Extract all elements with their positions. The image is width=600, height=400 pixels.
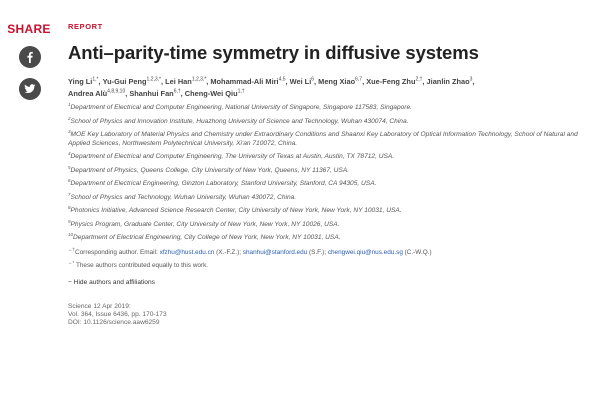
twitter-icon bbox=[24, 83, 36, 95]
journal-name: Science bbox=[68, 302, 92, 310]
equal-contribution-note: ←* These authors contributed equally to this work. bbox=[68, 259, 209, 269]
article-type-label: REPORT bbox=[68, 22, 103, 31]
affiliation-item: $^6$Department of Electrical Engineering, Ginzton Laboratory, Stanford University, Stanford, CA 94305, USA. bbox=[68, 177, 377, 187]
affiliation-item: $^{10}$Department of Electrical Engineering, City College of New York, New York, NY 10031, USA. bbox=[68, 231, 341, 241]
affiliation-list bbox=[68, 101, 592, 243]
affiliation-item: $^9$Physics Program, Graduate Center, City University of New York, New York, NY 10026, USA. bbox=[68, 218, 340, 228]
citation-info bbox=[68, 303, 592, 327]
hide-authors-toggle[interactable]: − Hide authors and affiliations bbox=[68, 278, 155, 286]
author-name[interactable]: Cheng-Wei Qiu$^{1,\dagger}$ bbox=[184, 88, 245, 98]
share-label: SHARE bbox=[7, 22, 51, 36]
affiliation-item: $^3$MOE Key Laboratory of Material Physics and Chemistry under Extraordinary Conditions and Shaanxi Key Laboratory of Optical Information Technology, School of Natural and Applied Sciences, Northwestern Polytechnical University, Xi'an 710072, China. bbox=[68, 128, 578, 147]
article-title: Anti–parity-time symmetry in diffusive systems bbox=[68, 42, 479, 63]
email-link[interactable]: xfzhu@hust.edu.cn bbox=[159, 248, 215, 256]
affiliation-item: $^7$School of Physics and Technology, Wuhan University, Wuhan 430072, China. bbox=[68, 191, 297, 201]
affiliation-item: $^4$Department of Electrical and Computer Engineering, The University of Texas at Austin, Austin, TX 78712, USA. bbox=[68, 150, 395, 160]
affiliation-item: $^2$School of Physics and Innovation Institute, Huazhong University of Science and Technology, Wuhan 430074, China. bbox=[68, 115, 409, 125]
author-name[interactable]: Mohammad-Ali Miri$^{4,5}$, bbox=[210, 76, 290, 86]
affiliation-item: $^1$Department of Electrical and Computer Engineering, National University of Singapore, Singapore 117583, Singapore. bbox=[68, 101, 413, 111]
email-link[interactable]: chengwei.qiu@nus.edu.sg bbox=[327, 248, 403, 256]
author-list bbox=[68, 76, 592, 100]
affiliation-item: $^5$Department of Physics, Queens College, City University of New York, Queens, NY 11367, USA. bbox=[68, 164, 350, 174]
author-name[interactable]: Ying $Li^{1,*}$, bbox=[68, 76, 103, 86]
author-name[interactable]: Shanhui Fan$^{6,\dagger}$, bbox=[129, 88, 185, 98]
author-name[interactable]: Xue-Feng Zhu$^{2,\dagger}$, bbox=[366, 76, 427, 86]
facebook-share-button[interactable] bbox=[19, 46, 41, 68]
article-header bbox=[68, 22, 592, 327]
volume-info: Vol. 364, Issue 6436, pp. 170-173 bbox=[68, 310, 167, 318]
email-link[interactable]: shanhui@stanford.edu bbox=[242, 248, 308, 256]
author-name[interactable]: Andrea Alù$^{4,8,9,10}$, bbox=[68, 88, 130, 98]
twitter-share-button[interactable] bbox=[19, 78, 41, 100]
facebook-icon bbox=[24, 51, 36, 63]
author-name[interactable]: Jianlin Zhao$^3$, bbox=[426, 76, 475, 86]
author-name[interactable]: Meng Xiao$^{6,7}$, bbox=[318, 76, 367, 86]
author-name[interactable]: Wei Li$^6$, bbox=[289, 76, 319, 86]
journal-date bbox=[68, 303, 592, 311]
publication-date: 12 Apr 2019: bbox=[93, 302, 131, 310]
corresponding-author-note: ←†Corresponding author. Email: xfzhu@hust.edu.cn (X.-F.Z.); shanhui@stanford.edu (S.F.); chengwei.qiu@nus.edu.sg (C.-W.Q.) bbox=[68, 246, 432, 256]
author-name[interactable]: Yu-Gui Peng$^{1,2,3,*}$, bbox=[102, 76, 166, 86]
doi: DOI: 10.1126/science.aaw6259 bbox=[68, 318, 160, 326]
share-sidebar bbox=[8, 22, 52, 100]
author-name[interactable]: Lei Han$^{1,2,3,*}$, bbox=[165, 76, 211, 86]
affiliation-item: $^8$Photonics Initiative, Advanced Science Research Center, City University of New York, New York, NY 10031, USA. bbox=[68, 204, 402, 214]
